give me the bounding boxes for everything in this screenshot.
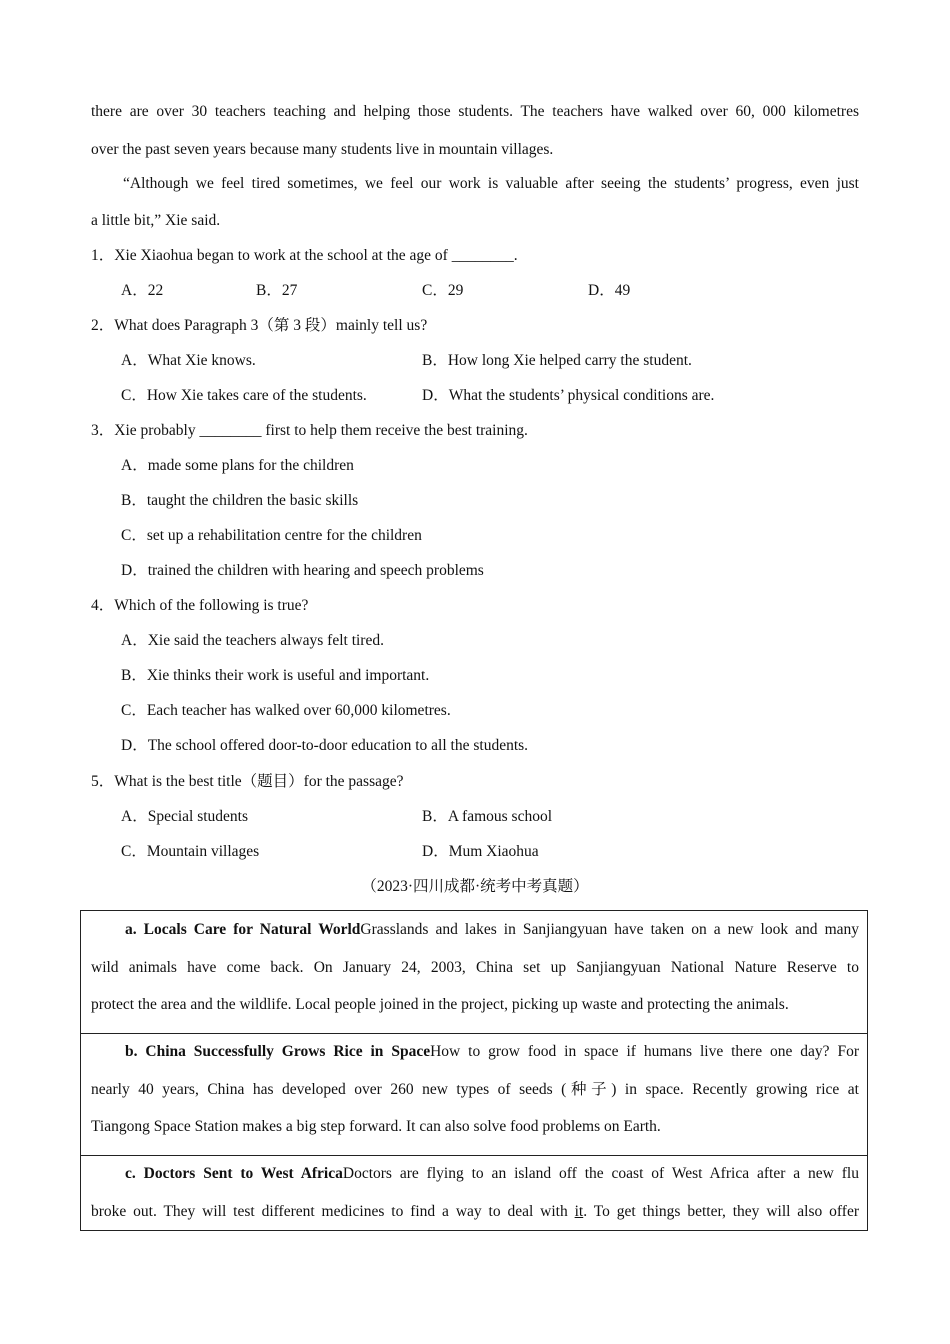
question-3-option-a[interactable]: A．made some plans for the children <box>121 457 354 474</box>
news-title: a. Locals Care for Natural World <box>125 921 361 938</box>
question-1-option-d[interactable]: D．49 <box>588 282 631 299</box>
passage-line: there are over 30 teachers teaching and helping those students. The teachers have walked over 60, 000 kilometres <box>91 103 859 120</box>
passage-line: over the past seven years because many students live in mountain villages. <box>91 141 554 158</box>
news-line: nearly 40 years, China has developed over 260 new types of seeds (种子) in space. Recently growing rice at <box>91 1081 859 1098</box>
news-title: c. Doctors Sent to West Africa <box>125 1165 343 1182</box>
question-4-stem: 4．Which of the following is true? <box>91 597 309 614</box>
question-1-option-a[interactable]: A．22 <box>121 282 164 299</box>
news-table <box>80 910 868 1231</box>
news-line: a. Locals Care for Natural WorldGrasslands and lakes in Sanjiangyuan have taken on a new look and many <box>125 921 860 938</box>
news-item-b <box>81 1033 867 1156</box>
question-1-stem: 1．Xie Xiaohua began to work at the school at the age of ________. <box>91 247 518 264</box>
question-2-option-c[interactable]: C．How Xie takes care of the students. <box>121 387 367 404</box>
question-5-stem: 5．What is the best title（题目）for the passage? <box>91 773 404 790</box>
source-label: （2023·四川成都·统考中考真题） <box>361 878 589 895</box>
news-line: protect the area and the wildlife. Local people joined in the project, picking up waste and protecting the animals. <box>91 996 789 1013</box>
news-line: b. China Successfully Grows Rice in SpaceHow to grow food in space if humans live there one day? For <box>125 1043 859 1060</box>
question-2-option-b[interactable]: B．How long Xie helped carry the student. <box>422 352 692 369</box>
question-4-option-d[interactable]: D．The school offered door-to-door education to all the students. <box>121 737 529 754</box>
question-1-option-c[interactable]: C．29 <box>422 282 464 299</box>
question-3-stem: 3．Xie probably ________ first to help them receive the best training. <box>91 422 528 439</box>
question-5-option-a[interactable]: A．Special students <box>121 808 248 825</box>
question-4-option-a[interactable]: A．Xie said the teachers always felt tired. <box>121 632 384 649</box>
question-3-option-c[interactable]: C．set up a rehabilitation centre for the children <box>121 527 422 544</box>
passage-line: “Although we feel tired sometimes, we feel our work is valuable after seeing the students’ progress, even just <box>123 175 859 192</box>
question-2-option-a[interactable]: A．What Xie knows. <box>121 352 256 369</box>
news-line: broke out. They will test different medicines to find a way to deal with it. To get things better, they will also offer <box>91 1203 859 1220</box>
question-5-option-d[interactable]: D．Mum Xiaohua <box>422 843 539 860</box>
question-3-option-b[interactable]: B．taught the children the basic skills <box>121 492 359 509</box>
question-2-stem: 2．What does Paragraph 3（第 3 段）mainly tell us? <box>91 317 428 334</box>
question-1-option-b[interactable]: B．27 <box>256 282 298 299</box>
question-4-option-b[interactable]: B．Xie thinks their work is useful and important. <box>121 667 430 684</box>
news-item-c <box>81 1155 867 1230</box>
question-3-option-d[interactable]: D．trained the children with hearing and speech problems <box>121 562 484 579</box>
question-2-option-d[interactable]: D．What the students’ physical conditions are. <box>422 387 715 404</box>
question-4-option-c[interactable]: C．Each teacher has walked over 60,000 kilometres. <box>121 702 451 719</box>
question-5-option-c[interactable]: C．Mountain villages <box>121 843 260 860</box>
question-5-option-b[interactable]: B．A famous school <box>422 808 553 825</box>
passage-line: a little bit,” Xie said. <box>91 212 221 229</box>
news-line: Tiangong Space Station makes a big step forward. It can also solve food problems on Earth. <box>91 1118 661 1135</box>
news-line: c. Doctors Sent to West AfricaDoctors are flying to an island off the coast of West Africa after a new flu <box>125 1165 859 1182</box>
news-line: wild animals have come back. On January 24, 2003, China set up Sanjiangyuan National Nature Reserve to <box>91 959 859 976</box>
news-title: b. China Successfully Grows Rice in Space <box>125 1043 431 1060</box>
underlined-word: it <box>574 1203 584 1220</box>
news-item-a <box>81 911 867 1034</box>
